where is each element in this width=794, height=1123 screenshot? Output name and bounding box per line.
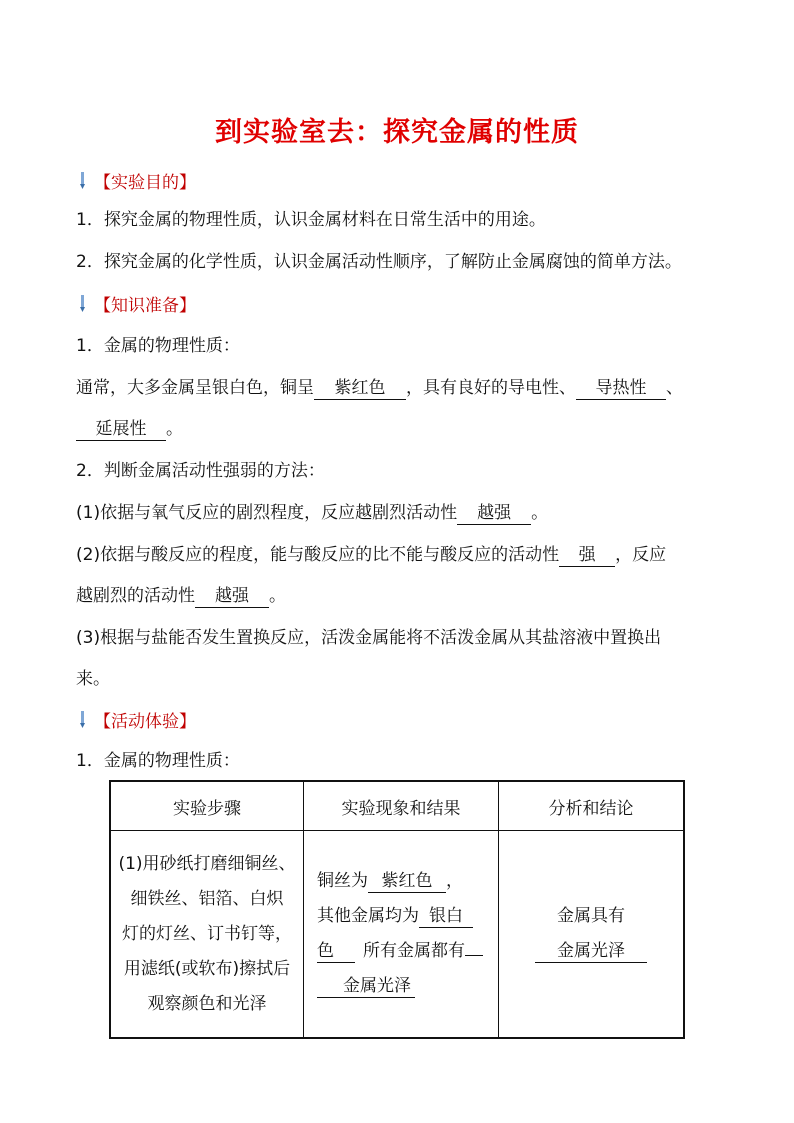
conclusion-line: 金属具有 bbox=[557, 906, 625, 926]
prep-q2-item3-line2: 来。 bbox=[76, 669, 110, 689]
answer-blank: 强 bbox=[559, 544, 615, 567]
prep-q2-title: 2．判断金属活动性强弱的方法： bbox=[76, 461, 325, 481]
cell-conclusion bbox=[499, 831, 685, 1039]
text-segment: 。 bbox=[166, 419, 183, 439]
text-segment: 。 bbox=[531, 503, 549, 523]
answer-blank: 导热性 bbox=[576, 377, 666, 400]
step-line: 观察颜色和光泽 bbox=[147, 993, 267, 1014]
text-segment: (2)依据与酸反应的程度，能与酸反应的比不能与酸反应的活动性 bbox=[76, 545, 560, 565]
text-segment: (1)依据与氧气反应的剧烈程度，反应越剧烈活动性 bbox=[76, 503, 458, 523]
prep-q1-line2 bbox=[76, 416, 183, 442]
text-segment: ，具有良好的导电性、 bbox=[406, 378, 576, 398]
answer-blank: 色 bbox=[317, 940, 355, 963]
step-line: 细铁丝、铝箔、白炽 bbox=[130, 888, 284, 909]
result-line bbox=[317, 864, 498, 899]
answer-blank: 金属光泽 bbox=[535, 940, 647, 963]
pushpin-icon bbox=[76, 170, 90, 190]
answer-blank: 金属光泽 bbox=[317, 975, 415, 998]
pushpin-icon bbox=[76, 709, 90, 729]
section-heading-purpose bbox=[76, 167, 196, 193]
results-text bbox=[304, 864, 498, 1004]
prep-q2-item2-line2 bbox=[76, 583, 286, 609]
section-label-prep: 【知识准备】 bbox=[94, 295, 196, 316]
cell-results bbox=[304, 831, 499, 1039]
purpose-item-2: 2．探究金属的化学性质，认识金属活动性顺序，了解防止金属腐蚀的简单方法。 bbox=[76, 252, 682, 272]
prep-q2-item1 bbox=[76, 500, 548, 526]
result-line bbox=[317, 934, 498, 969]
pushpin-icon bbox=[76, 293, 90, 313]
section-heading-activity bbox=[76, 706, 196, 732]
answer-blank: 银白 bbox=[419, 905, 473, 928]
steps-text bbox=[111, 847, 303, 1022]
prep-q1-line1 bbox=[76, 375, 683, 401]
prep-q2-item3-line1: (3)根据与盐能否发生置换反应，活泼金属能将不活泼金属从其盐溶液中置换出 bbox=[76, 628, 662, 648]
section-label-activity: 【活动体验】 bbox=[94, 711, 196, 732]
step-line: 灯的灯丝、订书钉等， bbox=[122, 923, 292, 944]
text-segment: 越剧烈的活动性 bbox=[76, 586, 195, 606]
table-header-row bbox=[110, 781, 684, 831]
text-segment: 铜丝为 bbox=[317, 871, 368, 891]
answer-blank: 延展性 bbox=[76, 418, 166, 441]
prep-q2-item2-line1 bbox=[76, 542, 666, 568]
text-segment: 其他金属均为 bbox=[317, 906, 419, 926]
conclusion-text bbox=[499, 899, 683, 969]
answer-blank: 越强 bbox=[457, 502, 531, 525]
answer-blank bbox=[465, 955, 483, 956]
step-line: (1)用砂纸打磨细铜丝、 bbox=[118, 853, 296, 874]
answer-blank: 越强 bbox=[195, 585, 269, 608]
result-line bbox=[317, 899, 498, 934]
column-header-steps: 实验步骤 bbox=[110, 781, 304, 831]
section-heading-prep bbox=[76, 290, 196, 316]
prep-q1-title: 1．金属的物理性质： bbox=[76, 336, 240, 356]
text-segment: 所有金属都有 bbox=[363, 941, 465, 961]
text-segment: ，反应 bbox=[615, 545, 667, 565]
activity-q1-title: 1．金属的物理性质： bbox=[76, 751, 240, 771]
column-header-results: 实验现象和结果 bbox=[304, 781, 499, 831]
column-header-conclusion: 分析和结论 bbox=[499, 781, 685, 831]
result-line bbox=[317, 969, 498, 1004]
step-line: 用滤纸(或软布)擦拭后 bbox=[123, 958, 291, 979]
experiment-table bbox=[109, 780, 685, 1039]
page-title: 到实验室去：探究金属的性质 bbox=[215, 117, 579, 148]
text-segment: ， bbox=[446, 871, 463, 891]
purpose-item-1: 1．探究金属的物理性质，认识金属材料在日常生活中的用途。 bbox=[76, 210, 546, 230]
cell-steps bbox=[110, 831, 304, 1039]
answer-blank: 紫红色 bbox=[314, 377, 406, 400]
text-segment: 、 bbox=[666, 378, 683, 398]
answer-blank: 紫红色 bbox=[368, 870, 446, 893]
text-segment: 。 bbox=[269, 586, 286, 606]
table-row bbox=[110, 831, 684, 1039]
conclusion-line bbox=[499, 934, 683, 969]
text-segment: 通常，大多金属呈银白色，铜呈 bbox=[76, 378, 314, 398]
section-label-purpose: 【实验目的】 bbox=[94, 172, 196, 193]
